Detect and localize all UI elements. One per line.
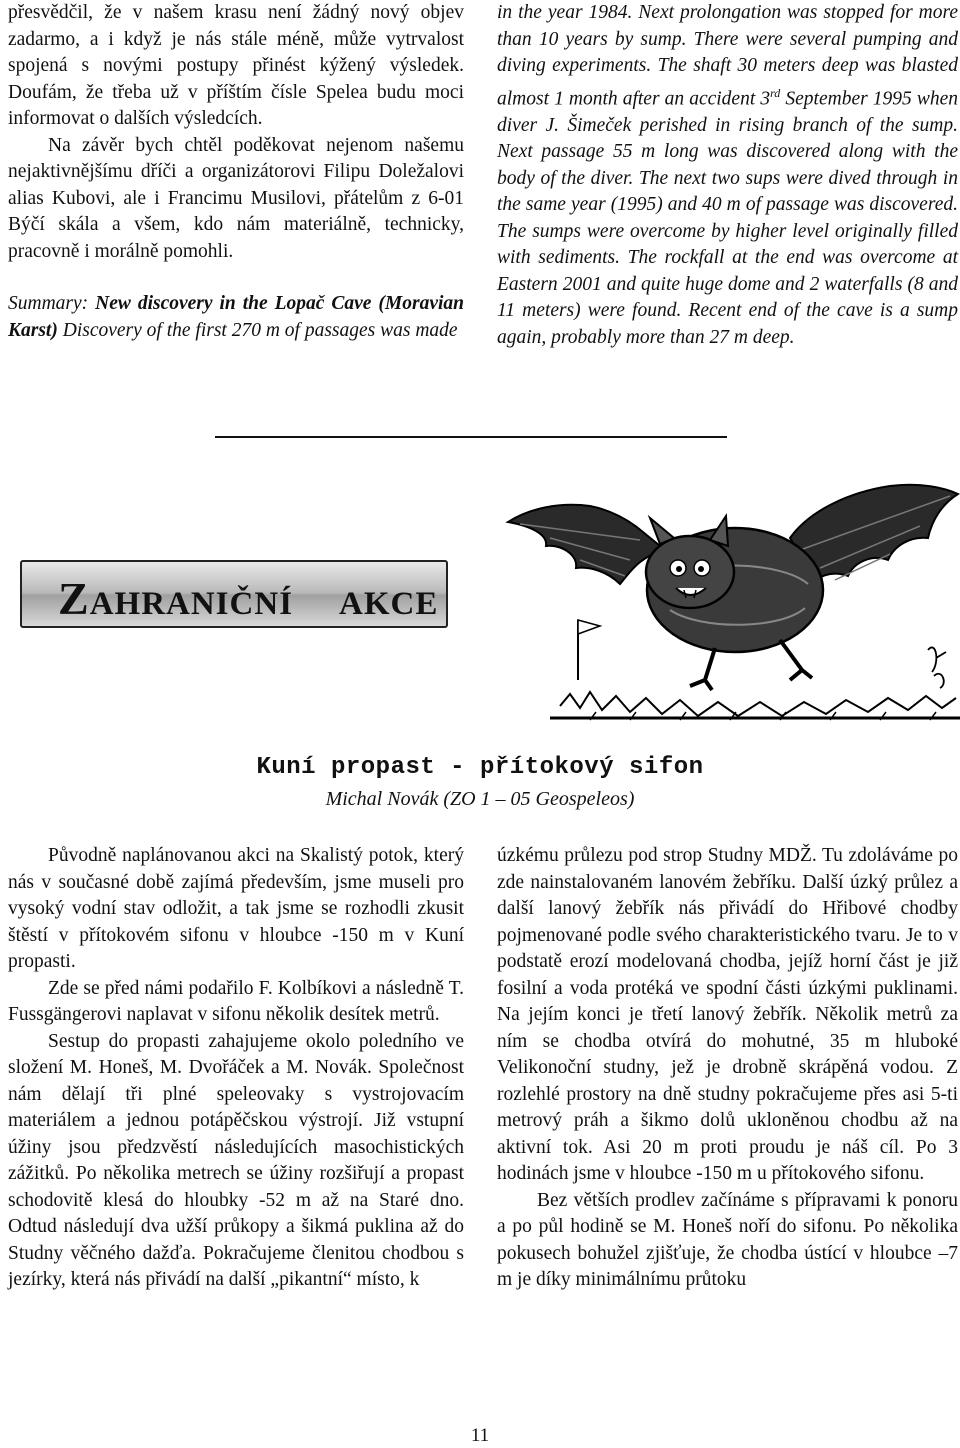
paragraph: úzkému průlezu pod strop Studny MDŽ. Tu zdoláváme po zde nainstalovaném lanovém žebříku. Další úzký průlez a další lanový žebřík nás přivádí do Hřibové chodby pojmenované podle svého charakteristického tvaru. Je to v podstatě erozí modelovaná chodba, jejíž horní část je již fosilní a voda protéká ve spodní části úzkými puklinami. Na jejím konci je třetí lanový žebřík. Několik metrů za ním se chodba otvírá do mohutné, 35 m hluboké Velikonoční studny, jež je drobně skrápěná vodou. Z rozlehlé prostory na dně studny pokračujeme přes asi 5-ti metrový práh a šikmo dolů ukloněnou chodbu až na aktivní tok. Asi 20 m proti proudu je náš cíl. Po 3 hodinách jsme v hloubce -150 m u přítokového sifonu.: [497, 845, 958, 1184]
summary-part-b: September 1995 when diver J. Šimeček perished in rising branch of the sump. Next passage 55 m long was discovered along with the body of the diver. The next two sups were dived through in the same year (1995) and 40 m of passage was discovered. The sumps were overcome by higher level originally filled with sediments. The rockfall at the end was overcome at Eastern 2001 and quite huge dome and 2 waterfalls (8 and 11 meters) were found. Recent end of the cave is a sump again, probably more than 27 m deep.: [497, 88, 958, 348]
paragraph: přesvědčil, že v našem krasu není žádný nový objev zadarmo, a i když je nás stále méně, může vytrvalost spojená s novými postupy přinést kýžený výsledek. Doufám, že třeba už v příštím čísle Spelea budu moci informovat o dalších výsledcích.: [8, 2, 464, 129]
top-right-column: [497, 0, 958, 351]
summary-label: Summary:: [8, 293, 89, 314]
summary: [8, 291, 464, 344]
paragraph: Bez větších prodlev začínáme s přípravami k ponoru a po půl hodině se M. Honeš noří do sifonu. Po několika pokusech bohužel zjišťuje, že chodba ústící v hloubce –7 m je díky minimálnímu průtoku: [497, 1189, 958, 1290]
article-title: Kuní propast - přítokový sifon: [256, 754, 704, 781]
paragraph: Sestup do propasti zahajujeme okolo poledního ve složení M. Honeš, M. Dvořáček a M. Novák. Společnost nám dělají tři plné speleovaky s vystrojovacím materiálem a jednou potápěčskou výstrojí. Již vstupní úžiny jsou předzvěstí následujících masochistických zážitků. Po několika metrech se úžiny rozšiřují a propast schodovitě klesá do hloubky -52 m až na Staré dno. Odtud následují dva užší průkopy a šikmá puklina až do Studny věčného dažďa. Pokračujeme členitou chodbou s jezírky, která nás přivádí na další „pikantní“ místo, k: [8, 1030, 464, 1290]
heading-initial: Z: [58, 573, 90, 624]
heading-word1: AHRANIČNÍ: [89, 586, 294, 622]
section-heading: [58, 572, 438, 625]
bottom-left-column: [8, 843, 464, 1294]
summary-continued: [497, 0, 958, 351]
top-left-column: [8, 0, 464, 344]
bat-illustration: [490, 480, 960, 725]
article-author: Michal Novák (ZO 1 – 05 Geospeleos): [325, 788, 635, 810]
section-divider: [215, 436, 727, 438]
heading-word2: AKCE: [339, 586, 439, 622]
summary-text: Discovery of the first 270 m of passages was made: [62, 319, 458, 341]
summary-title: New discovery in the Lopač Cave (Moravian Karst): [8, 293, 464, 341]
section-banner: [20, 560, 448, 628]
page-number: 11: [470, 1425, 490, 1446]
summary-part-a: in the year 1984. Next prolongation was stopped for more than 10 years by sump. There were several pumping and diving experiments. The shaft 30 meters deep was blasted almost 1 month after an accident 3: [497, 2, 958, 109]
ordinal-suffix: rd: [770, 85, 781, 100]
paragraph: Původně naplánovanou akci na Skalistý potok, který nás v současné době zajímá především, jsme museli pro vysoký vodní stav odložit, a tak jsme se rozhodli zkusit štěstí v přítokovém sifonu v hloubce -150 m v Kuní propasti.: [8, 845, 464, 972]
bottom-right-column: [497, 843, 958, 1294]
paragraph: Zde se před námi podařilo F. Kolbíkovi a následně T. Fussgängerovi naplavat v sifonu několik desítek metrů.: [8, 977, 464, 1025]
paragraph: Na závěr bych chtěl poděkovat nejenom našemu nejaktivnějšímu dříči a organizátorovi Filipu Doležalovi alias Kubovi, ale i Francimu Musilovi, přátelům z 6-01 Býčí skála a všem, kdo nám materiálně, technicky, pracovně i morálně pomohli.: [8, 134, 464, 262]
